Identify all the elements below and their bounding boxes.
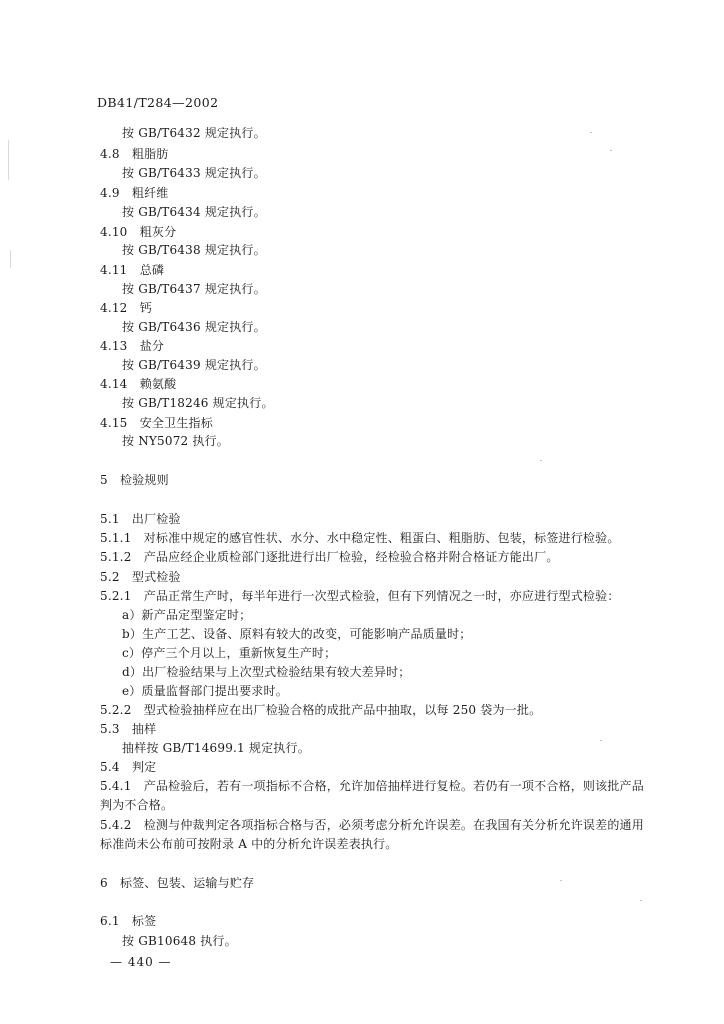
scan-speck — [600, 740, 602, 741]
text-line: 按 GB/T6439 规定执行。 — [122, 358, 266, 372]
section-heading: 4.11 总磷 — [100, 263, 165, 277]
text-line: 按 GB/T6433 规定执行。 — [122, 166, 266, 180]
scan-edge-mark — [8, 140, 9, 180]
scan-speck — [560, 880, 562, 881]
text-line: 按 GB/T18246 规定执行。 — [122, 396, 274, 410]
section-heading: 4.8 粗脂肪 — [100, 147, 169, 161]
text-line: 按 GB/T6434 规定执行。 — [122, 205, 266, 219]
text-line: 5.4.2 检测与仲裁判定各项指标合格与否，必须考虑分析允许误差。在我国有关分析允许误差的通用 — [100, 818, 644, 832]
scan-edge-mark — [10, 250, 11, 268]
section-heading: 4.9 粗纤维 — [100, 186, 169, 200]
section-heading: 5.2 型式检验 — [100, 570, 181, 584]
text-line: 5.2.2 型式检验抽样应在出厂检验合格的成批产品中抽取，以每 250 袋为一批。 — [100, 703, 542, 717]
list-item: b）生产工艺、设备、原料有较大的改变，可能影响产品质量时； — [122, 627, 472, 641]
section-heading: 4.10 粗灰分 — [100, 225, 177, 239]
list-item: e）质量监督部门提出要求时。 — [122, 684, 288, 698]
text-line: 按 NY5072 执行。 — [122, 434, 229, 448]
list-item: c）停产三个月以上，重新恢复生产时； — [122, 646, 337, 660]
text-line: 按 GB/T6438 规定执行。 — [122, 243, 266, 257]
text-line: 抽样按 GB/T14699.1 规定执行。 — [122, 741, 310, 755]
text-line: 按 GB/T6437 规定执行。 — [122, 282, 266, 296]
text-line: 按 GB10648 执行。 — [122, 934, 237, 948]
text-line: 5.1.1 对标准中规定的感官性状、水分、水中稳定性、粗蛋白、粗脂肪、包装，标签进行检验。 — [100, 531, 620, 545]
text-line: 5.4.1 产品检验后，若有一项指标不合格，允许加倍抽样进行复检。若仍有一项不合格，则该批产品 — [100, 779, 644, 793]
chapter-heading: 5 检验规则 — [100, 473, 169, 487]
list-item: d）出厂检验结果与上次型式检验结果有较大差异时； — [122, 665, 411, 679]
section-heading: 4.15 安全卫生指标 — [100, 416, 213, 430]
chapter-heading: 6 标签、包装、运输与贮存 — [100, 876, 255, 890]
text-line: 标准尚未公布前可按附录 A 中的分析允许误差表执行。 — [100, 837, 398, 851]
scan-speck — [540, 460, 542, 461]
text-line: 判为不合格。 — [100, 798, 174, 812]
scan-speck — [590, 132, 592, 133]
header-doc-code: DB41/T284—2002 — [97, 95, 219, 110]
section-heading: 5.1 出厂检验 — [100, 512, 181, 526]
section-heading: 4.14 赖氨酸 — [100, 377, 177, 391]
text-line: 按 GB/T6432 规定执行。 — [122, 126, 266, 140]
section-heading: 4.13 盐分 — [100, 339, 165, 353]
scan-speck — [640, 900, 642, 901]
text-line: 按 GB/T6436 规定执行。 — [122, 320, 266, 334]
scan-speck — [610, 150, 612, 151]
section-heading: 5.3 抽样 — [100, 722, 157, 736]
section-heading: 5.4 判定 — [100, 760, 157, 774]
page-number: — 440 — — [110, 955, 172, 969]
section-heading: 4.12 钙 — [100, 301, 152, 315]
text-line: 5.1.2 产品应经企业质检部门逐批进行出厂检验，经检验合格并附合格证方能出厂。 — [100, 550, 559, 564]
section-heading: 6.1 标签 — [100, 914, 157, 928]
text-line: 5.2.1 产品正常生产时，每半年进行一次型式检验，但有下列情况之一时，亦应进行型式检验： — [100, 589, 620, 603]
list-item: a）新产品定型鉴定时； — [122, 608, 252, 622]
